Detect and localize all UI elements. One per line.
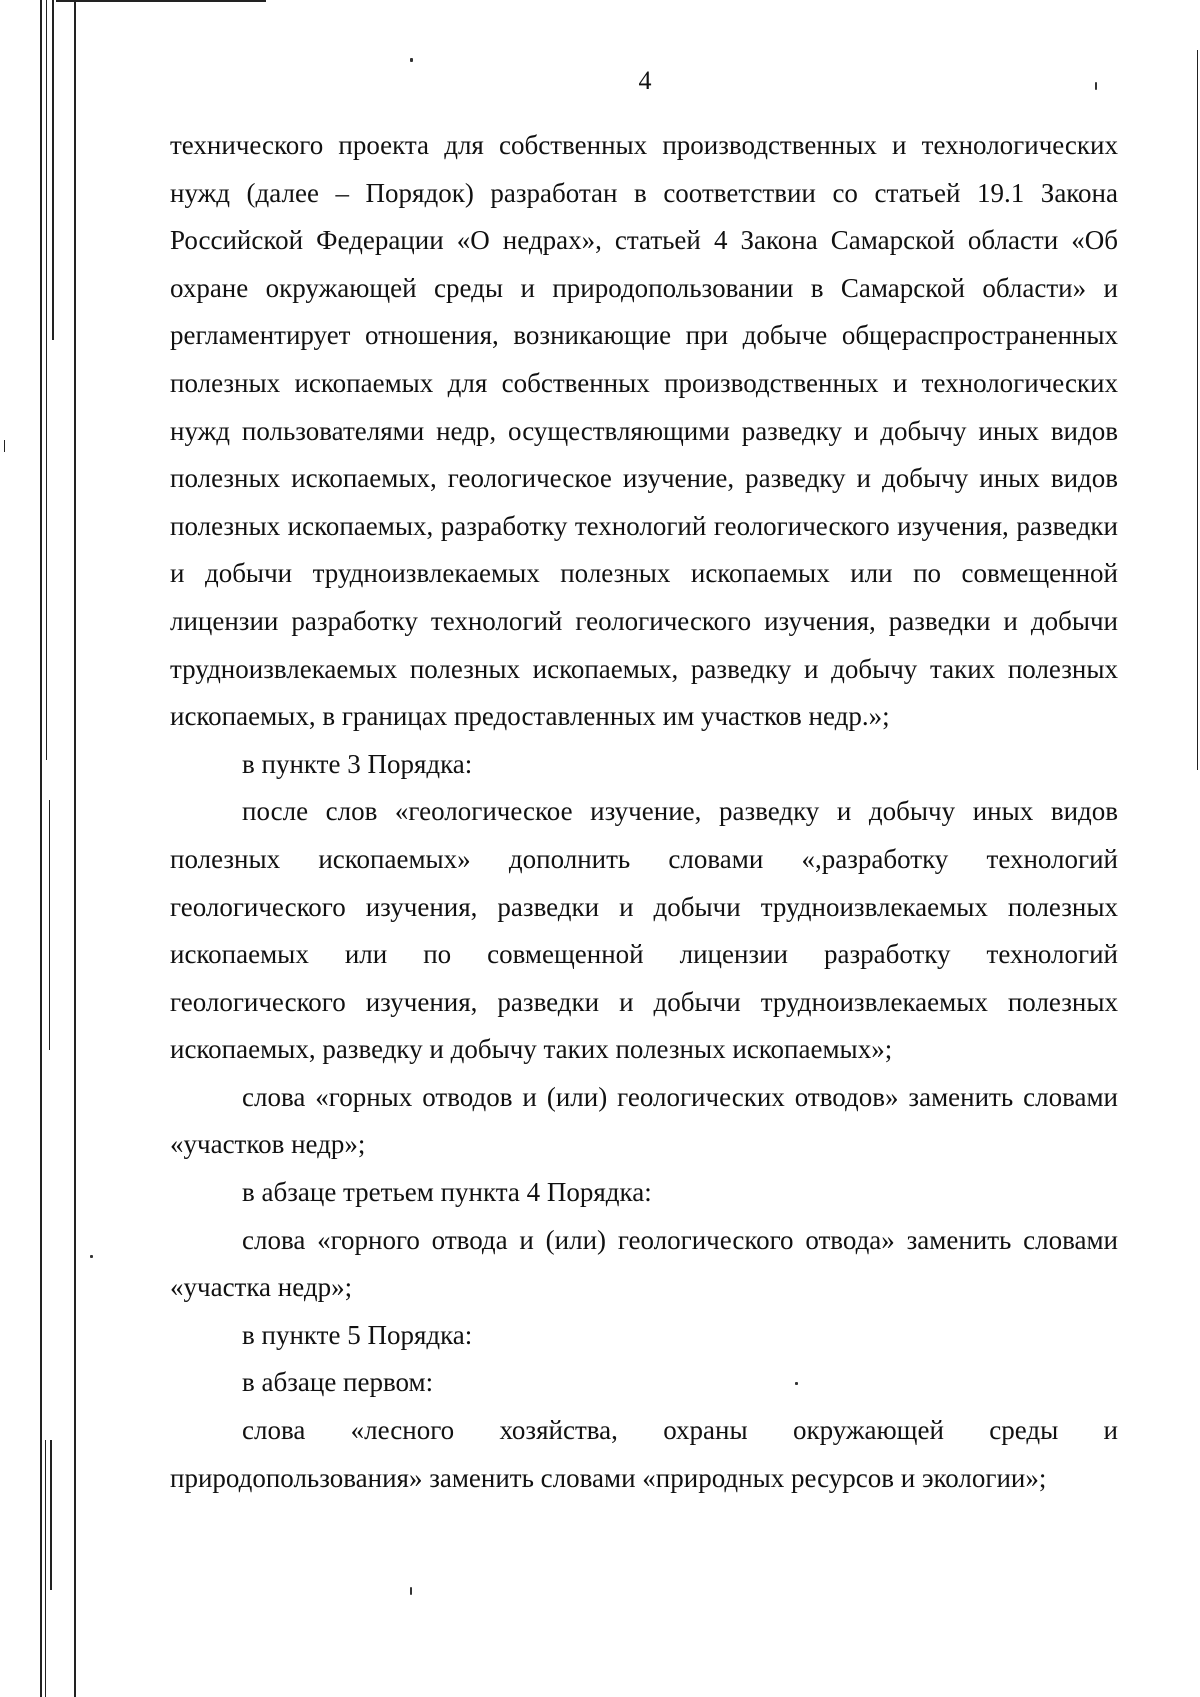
scan-edge-line [50,1440,52,1590]
scan-edge-line [4,440,5,452]
scan-speck [410,58,413,62]
paragraph-item-4-heading: в абзаце третьем пункта 4 Порядка: [242,1177,652,1208]
scan-edge-line [40,0,42,1697]
scan-top-line [56,0,266,2]
scan-edge-line [45,1440,46,1697]
scan-edge-line [46,0,47,760]
scan-edge-line [1197,50,1198,770]
paragraph-item-3-replacement: слова «горных отводов и (или) геологических отводов» заменить словами «участков недр»; [170,1081,1118,1160]
scan-speck [410,1587,412,1595]
paragraph-item-5-heading: в пункте 5 Порядка: [242,1319,473,1350]
paragraph-item-3-amendment: после слов «геологическое изучение, разведку и добычу иных видов полезных ископаемых» дополнить словами «,разработку технологий геологического изучения, разведки и добычи трудноизвлекаемых полезных ископаемых или по совмещенной лицензии разработку технологий геологического изучения, разведки и добычи трудноизвлекаемых полезных ископаемых, разведку и добычу таких полезных ископаемых»; [170,796,1118,1065]
paragraph-item-5-subheading: в абзаце первом: [242,1367,434,1398]
paragraph-item-4-replacement: слова «горного отвода и (или) геологического отвода» заменить словами «участка недр»; [170,1224,1118,1303]
paragraph-item-5-replacement: слова «лесного хозяйства, охраны окружающей среды и природопользования» заменить словами «природных ресурсов и экологии»; [170,1415,1118,1493]
paragraph-continuation: технического проекта для собственных производственных и технологических нужд (далее – Порядок) разработан в соответствии со статьей 19.1 Закона Российской Федерации «О недрах», статьей 4 Закона Самарской области «Об охране окружающей среды и природопользовании в Самарской области» и регламентирует отношения, возникающие при добыче общераспространенных полезных ископаемых для собственных производственных и технологических нужд пользователями недр, осуществляющими разведку и добычу иных видов полезных ископаемых, геологическое изучение, разведку и добычу иных видов полезных ископаемых, разработку технологий геологического изучения, разведки и добычи трудноизвлекаемых полезных ископаемых или по совмещенной лицензии разработку технологий геологического изучения, разведки и добычи трудноизвлекаемых полезных ископаемых, разведку и добычу таких полезных ископаемых, в границах предоставленных им участков недр.»; [170,130,1118,732]
scan-edge-line [74,0,76,1697]
paragraph-item-3-heading: в пункте 3 Порядка: [242,748,473,779]
document-body [170,122,1118,1502]
scan-edge-line [52,0,54,340]
scan-edge-line [49,800,50,1050]
page-number: 4 [638,66,652,95]
scan-speck [90,1255,93,1258]
